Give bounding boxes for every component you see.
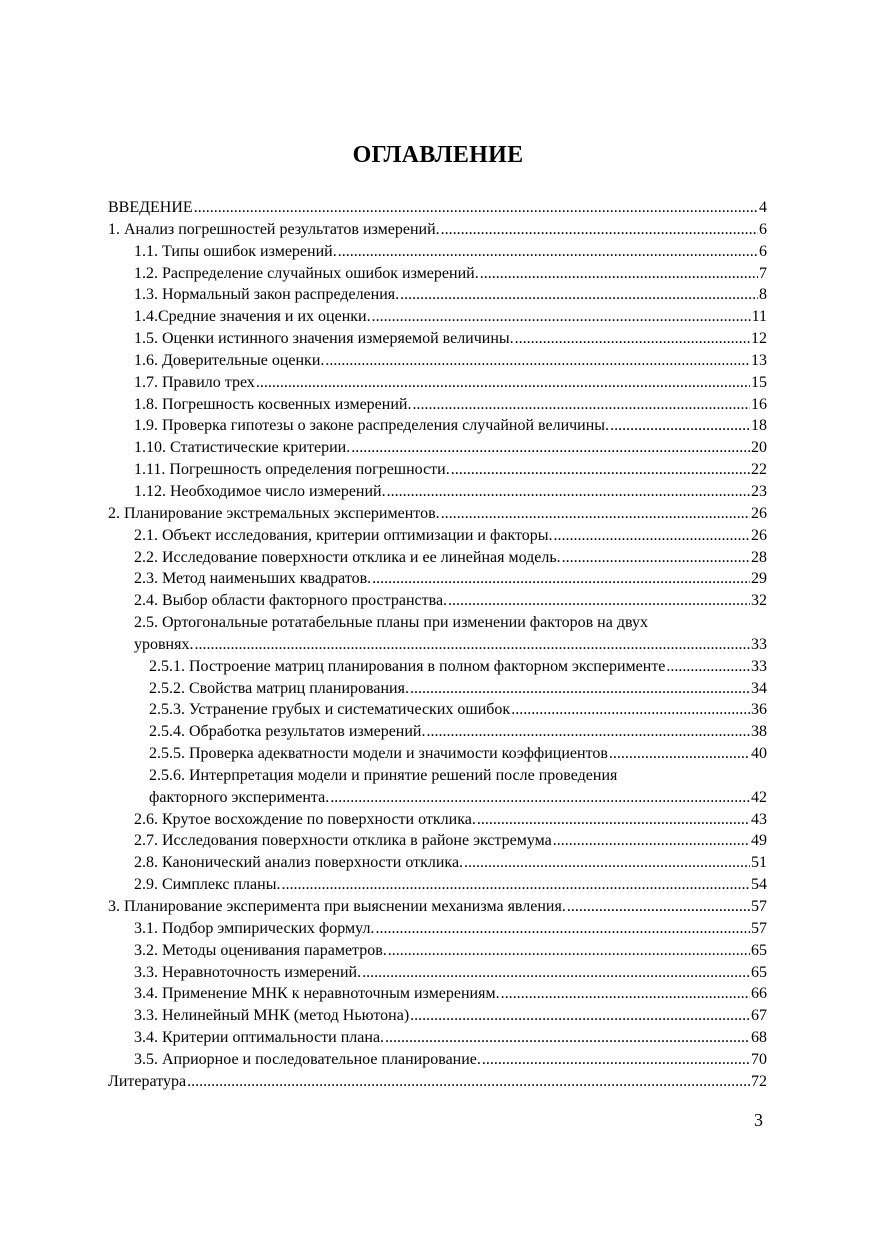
toc-entry-page: 23 [751,482,767,500]
toc-entry[interactable] [108,568,767,590]
toc-leader-dots [480,263,758,285]
toc-entry[interactable] [108,809,767,831]
toc-leader-dots [410,678,750,700]
toc-entry-label: 1.7. Правило трех [134,373,255,391]
toc-leader-dots [385,1027,750,1049]
toc-leader-dots [338,241,758,263]
toc-entry-page: 72 [751,1072,767,1090]
toc-entry[interactable] [108,743,767,765]
toc-leader-dots [451,459,750,481]
toc-entry-first-line[interactable]: 2.5.6. Интерпретация модели и принятие решений после проведения [149,766,618,784]
toc-entry[interactable] [108,263,767,285]
toc-entry-label: 2.6. Крутое восхождение по поверхности отклика. [134,810,476,828]
toc-entry-page: 67 [751,1007,767,1025]
toc-leader-dots [400,284,758,306]
toc-entry-label: 1.9. Проверка гипотезы о законе распределения случайной величины. [134,417,610,435]
toc-leader-dots [362,962,750,984]
toc-entry-label: факторного эксперимента. [149,788,330,806]
toc-leader-dots [609,743,750,765]
toc-entry-label: 3.3. Нелинейный МНК (метод Ньютона) [134,1007,410,1025]
toc-entry[interactable] [108,415,767,437]
toc-entry-page: 42 [751,788,767,806]
toc-entry-label: 2.1. Объект исследования, критерии оптимизации и факторы. [134,526,553,544]
toc-entry[interactable] [108,547,767,569]
toc-entry-page: 33 [751,635,767,653]
toc-leader-dots [194,634,750,656]
toc-entry[interactable] [108,962,767,984]
toc-leader-dots [412,394,750,416]
page-number: 3 [754,1110,763,1130]
toc-entry[interactable] [108,284,767,306]
toc-entry-page: 22 [751,461,767,479]
toc-leader-dots [482,1049,750,1071]
toc-entry-page: 15 [751,373,767,391]
toc-entry[interactable] [108,874,767,896]
toc-entry-label: 1.1. Типы ошибок измерений. [134,242,337,260]
toc-entry[interactable] [108,940,767,962]
toc-entry-label: 1.10. Статистические критерии. [134,439,351,457]
toc-entry-page: 65 [751,941,767,959]
toc-entry-page: 28 [751,548,767,566]
toc-entry[interactable] [108,372,767,394]
toc-entry-page: 11 [751,308,767,326]
toc-entry-page: 6 [759,242,767,260]
toc-entry[interactable] [108,481,767,503]
toc-entry-page: 51 [751,854,767,872]
toc-entry-label: 2.5.1. Построение матриц планирования в полном факторном эксперименте [149,657,666,675]
toc-entry-page: 33 [751,657,767,675]
toc-entry-label: 2. Планирование экстремальных экспериментов. [108,504,440,522]
table-of-contents [108,197,767,1093]
toc-entry[interactable] [108,634,767,656]
toc-leader-dots [501,983,750,1005]
toc-entry[interactable] [108,699,767,721]
toc-leader-dots [515,328,750,350]
toc-entry[interactable] [108,350,767,372]
toc-entry-page: 40 [751,745,767,763]
toc-leader-dots [372,306,751,328]
toc-entry-label: 3.4. Критерии оптимальности плана. [134,1029,385,1047]
toc-entry-page: 32 [751,592,767,610]
toc-leader-dots [375,918,750,940]
toc-entry-label: 2.5.2. Свойства матриц планирования. [149,679,409,697]
toc-entry-label: 2.9. Симплекс планы. [134,876,281,894]
toc-leader-dots [562,547,750,569]
toc-leader-dots [351,437,750,459]
toc-entry-page: 6 [759,220,767,238]
toc-entry-label: 1.8. Погрешность косвенных измерений. [134,395,412,413]
toc-entry-first-line[interactable]: 2.5. Ортогональные ротатабельные планы при изменении факторов на двух [134,614,648,632]
toc-leader-dots [372,568,750,590]
toc-entry-label: Литература [108,1072,187,1090]
toc-leader-dots [441,219,758,241]
toc-entry[interactable] [108,918,767,940]
toc-entry[interactable] [108,219,767,241]
toc-entry-label: 1.4.Средние значения и их оценки. [134,308,371,326]
toc-leader-dots [610,415,750,437]
toc-leader-dots [325,350,750,372]
toc-leader-dots [194,197,758,219]
toc-entry-label: 2.8. Канонический анализ поверхности отклика. [134,854,464,872]
toc-leader-dots [554,525,750,547]
toc-entry-label: 2.5.4. Обработка результатов измерений. [149,723,426,741]
toc-entry-page: 65 [751,963,767,981]
toc-entry-page: 26 [751,526,767,544]
toc-leader-dots [387,481,750,503]
toc-entry-page: 66 [751,985,767,1003]
toc-entry-label: 3.3. Неравноточность измерений. [134,963,362,981]
toc-entry[interactable] [108,437,767,459]
toc-entry-page: 57 [751,919,767,937]
toc-leader-dots [187,1071,750,1093]
toc-entry-label: 1.5. Оценки истинного значения измеряемой величины. [134,330,514,348]
toc-entry[interactable] [108,394,767,416]
toc-entry-page: 7 [759,264,767,282]
toc-leader-dots [388,940,750,962]
toc-leader-dots [666,656,750,678]
toc-entry[interactable] [108,896,767,918]
toc-entry-page: 54 [751,876,767,894]
toc-leader-dots [410,1005,750,1027]
toc-entry[interactable] [108,306,767,328]
toc-entry[interactable] [108,590,767,612]
toc-entry[interactable] [108,525,767,547]
toc-entry-label: 1.2. Распределение случайных ошибок измерений. [134,264,479,282]
toc-entry-label: 3. Планирование эксперимента при выяснении механизма явления. [108,898,566,915]
toc-entry-page: 68 [751,1029,767,1047]
toc-entry-label: 2.4. Выбор области факторного пространства. [134,592,448,610]
toc-entry-page: 12 [751,330,767,348]
toc-leader-dots [448,590,750,612]
toc-entry[interactable] [108,1027,767,1049]
toc-leader-dots [330,787,750,809]
toc-entry[interactable] [108,852,767,874]
toc-entry-label: уровнях. [134,635,194,653]
toc-entry-label: 3.4. Применение МНК к неравноточным измерениям. [134,985,500,1003]
toc-entry-page: 57 [751,898,767,915]
toc-entry-page: 34 [751,679,767,697]
toc-entry[interactable] [108,787,767,809]
toc-leader-dots [281,874,750,896]
toc-leader-dots [441,503,750,525]
toc-entry[interactable] [108,1005,767,1027]
toc-entry-label: 2.7. Исследования поверхности отклика в районе экстремума [134,832,552,850]
toc-leader-dots [553,830,750,852]
toc-entry[interactable] [108,1071,767,1093]
toc-entry[interactable] [108,503,767,525]
toc-entry[interactable] [108,328,767,350]
toc-leader-dots [256,372,750,394]
toc-entry-page: 13 [751,351,767,369]
toc-entry-label: 1. Анализ погрешностей результатов измерений. [108,220,440,238]
toc-entry-label: 3.5. Априорное и последовательное планирование. [134,1050,481,1068]
toc-entry[interactable] [108,983,767,1005]
toc-leader-dots [464,852,750,874]
toc-entry-label: 3.1. Подбор эмпирических формул. [134,919,375,937]
toc-leader-dots [477,809,750,831]
toc-entry[interactable] [108,656,767,678]
toc-entry-page: 36 [751,701,767,719]
toc-entry-page: 49 [751,832,767,850]
toc-entry-label: 1.3. Нормальный закон распределения. [134,286,400,304]
toc-leader-dots [567,896,750,918]
toc-entry-label: 2.2. Исследование поверхности отклика и ее линейная модель. [134,548,561,566]
toc-entry-label: 2.3. Метод наименьших квадратов. [134,570,372,588]
toc-entry-label: 3.2. Методы оценивания параметров. [134,941,387,959]
toc-entry[interactable] [108,830,767,852]
toc-entry-page: 20 [751,439,767,457]
toc-entry-label: 1.6. Доверительные оценки. [134,351,325,369]
toc-entry[interactable] [108,241,767,263]
toc-leader-dots [426,721,750,743]
toc-entry-page: 18 [751,417,767,435]
toc-leader-dots [511,699,750,721]
toc-entry-label: 1.12. Необходимое число измерений. [134,482,386,500]
toc-entry-page: 8 [759,286,767,304]
toc-entry[interactable] [108,1049,767,1071]
toc-entry[interactable] [108,197,767,219]
toc-entry-page: 4 [759,199,767,216]
toc-entry-page: 29 [751,570,767,588]
toc-entry-page: 38 [751,723,767,741]
toc-entry[interactable] [108,678,767,700]
toc-entry[interactable] [108,721,767,743]
toc-entry-page: 70 [751,1050,767,1068]
toc-entry-page: 26 [751,504,767,522]
toc-entry-label: ВВЕДЕНИЕ [108,199,193,216]
toc-entry-page: 43 [751,810,767,828]
toc-entry-label: 1.11. Погрешность определения погрешности. [134,461,450,479]
toc-entry-page: 16 [751,395,767,413]
toc-entry[interactable] [108,459,767,481]
page-title: ОГЛАВЛЕНИЕ [352,142,524,168]
toc-entry-label: 2.5.5. Проверка адекватности модели и значимости коэффициентов [149,745,608,763]
toc-entry-label: 2.5.3. Устранение грубых и систематических ошибок [149,701,511,719]
